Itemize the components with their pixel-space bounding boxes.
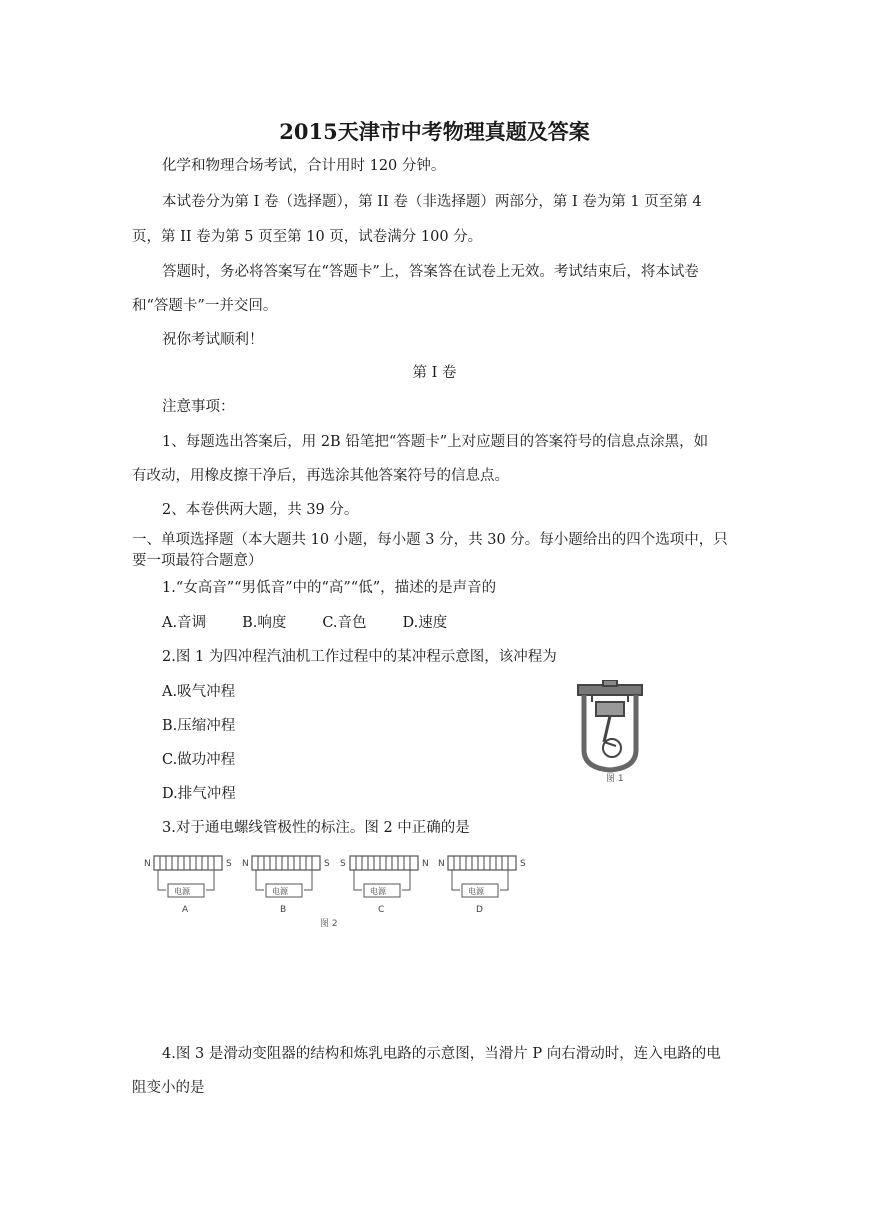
note-1-line2: 有改动，用橡皮擦干净后，再选涂其他答案符号的信息点。 <box>132 468 509 484</box>
q4-stem-line1: 4.图 3 是滑动变阻器的结构和炼乳电路的示意图，当滑片 P 向右滑动时，连入电路的电 <box>162 1046 721 1062</box>
intro-structure-line2: 页，第 II 卷为第 5 页至第 10 页，试卷满分 100 分。 <box>132 229 483 245</box>
solenoid-d-label: D <box>476 905 483 915</box>
page-title: 2015天津市中考物理真题及答案 <box>279 119 590 144</box>
part1-heading-line1: 一、单项选择题（本大题共 10 小题，每小题 3 分，共 30 分。每小题给出的四个选项中，只 <box>132 532 728 548</box>
solenoid-c-label: C <box>378 905 385 915</box>
q1-option-b: B.响度 <box>242 615 287 631</box>
solenoid-c-source: 电源 <box>370 887 386 896</box>
solenoid-b-right-pole: S <box>324 859 330 869</box>
solenoid-c-left-pole: S <box>340 859 346 869</box>
solenoid-b-left-pole: N <box>242 859 249 869</box>
intro-structure-line1: 本试卷分为第 I 卷（选择题），第 II 卷（非选择题）两部分，第 I 卷为第 1 页至第 4 <box>162 194 702 210</box>
solenoid-a-right-pole: S <box>226 859 232 869</box>
note-2: 2、本卷供两大题，共 39 分。 <box>162 502 359 518</box>
part1-heading-line2: 要一项最符合题意） <box>132 553 263 569</box>
figure-1-engine <box>570 680 650 785</box>
figure-1-caption: 图 1 <box>606 774 624 784</box>
q1-option-a: A.音调 <box>162 615 207 631</box>
q2-option-a: A.吸气冲程 <box>162 684 236 700</box>
q2-stem: 2.图 1 为四冲程汽油机工作过程中的某冲程示意图，该冲程为 <box>162 649 557 665</box>
intro-wish: 祝你考试顺利！ <box>162 332 264 348</box>
figure-2-solenoids <box>140 848 530 930</box>
solenoid-a <box>144 856 232 915</box>
solenoid-d-source: 电源 <box>468 887 484 896</box>
solenoid-c <box>340 856 429 915</box>
q1-option-c: C.音色 <box>322 615 367 631</box>
solenoid-c-right-pole: N <box>422 859 429 869</box>
note-1-line1: 1、每题选出答案后，用 2B 铅笔把“答题卡”上对应题目的答案符号的信息点涂黑，如 <box>162 434 709 450</box>
solenoid-a-left-pole: N <box>144 859 151 869</box>
q2-option-d: D.排气冲程 <box>162 786 236 802</box>
q3-stem: 3.对于通电螺线管极性的标注。图 2 中正确的是 <box>162 820 470 836</box>
q1-option-d: D.速度 <box>402 615 448 631</box>
section-title: 第 I 卷 <box>412 365 457 381</box>
figure-2-caption: 图 2 <box>320 919 338 929</box>
intro-time: 化学和物理合场考试，合计用时 120 分钟。 <box>162 158 446 174</box>
solenoid-a-label: A <box>182 905 189 915</box>
solenoid-d-left-pole: N <box>438 859 445 869</box>
solenoid-d <box>438 856 526 915</box>
q2-option-c: C.做功冲程 <box>162 752 236 768</box>
solenoid-b-source: 电源 <box>272 887 288 896</box>
solenoid-a-source: 电源 <box>174 887 190 896</box>
intro-answer-line2: 和“答题卡”一并交回。 <box>132 298 278 314</box>
q1-stem: 1.“女高音”“男低音”中的“高”“低”，描述的是声音的 <box>162 580 497 596</box>
notes-heading: 注意事项： <box>162 399 235 415</box>
q4-stem-line2: 阻变小的是 <box>132 1080 205 1096</box>
intro-answer-line1: 答题时，务必将答案写在“答题卡”上，答案答在试卷上无效。考试结束后，将本试卷 <box>162 264 699 280</box>
solenoid-d-right-pole: S <box>520 859 526 869</box>
q1-options <box>162 613 483 633</box>
q2-option-b: B.压缩冲程 <box>162 718 236 734</box>
solenoid-b-label: B <box>280 905 287 915</box>
solenoid-b <box>242 856 330 915</box>
